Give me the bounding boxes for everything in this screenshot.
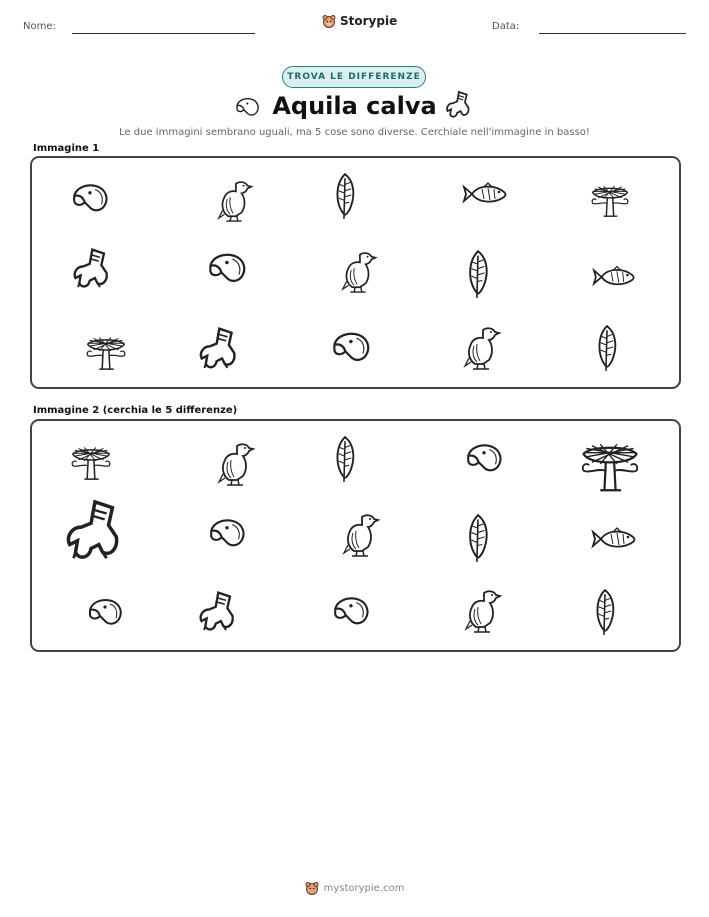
eagle-icon[interactable]: [461, 587, 503, 633]
brand-name: Storypie: [340, 14, 398, 28]
eagle-icon[interactable]: [339, 511, 381, 557]
talon-icon: [70, 247, 112, 291]
footer-url: mystorypie.com: [323, 882, 405, 894]
eagle-head-icon[interactable]: [207, 515, 249, 551]
date-label: Data:: [492, 21, 520, 32]
name-line[interactable]: [72, 33, 255, 34]
image1-label: Immagine 1: [33, 143, 100, 154]
eagle-head-icon: [70, 180, 112, 216]
fish-icon[interactable]: [591, 526, 639, 552]
talon-icon[interactable]: [195, 590, 239, 634]
feather-icon: [332, 172, 358, 220]
bear-logo-icon: [322, 14, 336, 28]
bear-logo-icon: [305, 881, 319, 895]
feather-icon[interactable]: [332, 435, 358, 483]
image2-label: Immagine 2 (cerchia le 5 differenze): [33, 405, 238, 416]
eagle-icon: [460, 324, 502, 370]
eagle-icon[interactable]: [214, 440, 256, 486]
eagle-head-icon[interactable]: [331, 593, 373, 629]
talon-icon[interactable]: [60, 498, 126, 564]
eagle-head-icon[interactable]: [464, 441, 506, 475]
talon-icon: [445, 90, 471, 120]
feather-icon: [594, 324, 620, 372]
activity-badge: TROVA LE DIFFERENZE: [282, 66, 426, 88]
instructions-text: Le due immagini sembrano uguali, ma 5 cose sono diverse. Cerchiale nell'immagine in basso!: [119, 127, 590, 138]
date-line[interactable]: [539, 33, 686, 34]
eagle-head-icon: [330, 329, 374, 365]
nest-tree-icon: [82, 326, 130, 372]
fish-icon: [462, 181, 510, 207]
page-title: Aquila calva: [272, 92, 437, 120]
eagle-head-icon: [206, 250, 250, 286]
nest-tree-icon[interactable]: [67, 436, 115, 482]
eagle-icon: [336, 249, 380, 293]
feather-icon[interactable]: [464, 513, 492, 563]
feather-icon: [465, 249, 491, 299]
brand-logo: [322, 14, 397, 28]
footer: [0, 881, 709, 895]
eagle-head-icon[interactable]: [86, 595, 126, 629]
fish-icon: [592, 264, 638, 290]
nest-tree-icon[interactable]: [575, 429, 645, 493]
talon-icon: [197, 326, 239, 372]
name-label: Nome:: [23, 21, 56, 32]
eagle-icon: [212, 178, 256, 222]
feather-icon[interactable]: [592, 588, 618, 636]
nest-tree-icon: [587, 176, 633, 218]
